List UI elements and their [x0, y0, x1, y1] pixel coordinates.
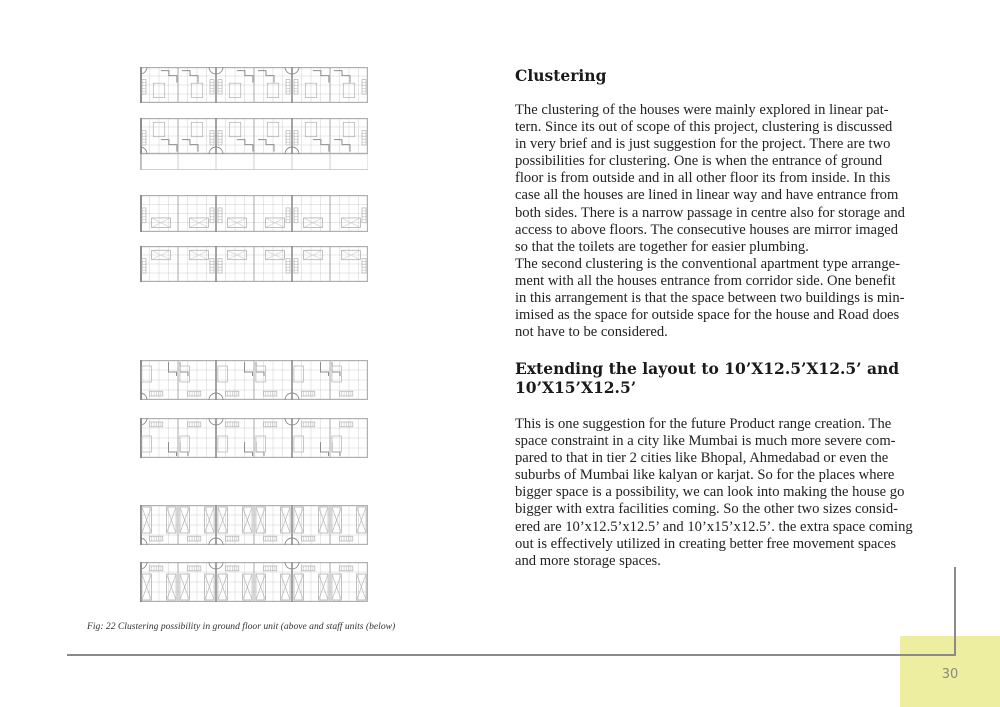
- ground-floor-cluster-plan-4: [140, 246, 368, 282]
- extending-layout-heading: [515, 359, 935, 397]
- floor-plan-drawing: [140, 246, 368, 282]
- extending-layout-heading-line1: Extending the layout to 10’X12.5’X12.5’ and: [515, 359, 900, 378]
- section1-line: in very brief and is just suggestion for the project. There are two: [515, 136, 891, 153]
- extending-layout-heading-line2: 10’X15’X12.5’: [515, 378, 637, 397]
- section1-line: so that the toilets are together for easier plumbing.: [515, 238, 809, 255]
- clustering-heading: Clustering: [515, 66, 607, 85]
- staff-unit-cluster-plan-1: [140, 360, 368, 400]
- extending-layout-section: [515, 359, 935, 570]
- floor-plan-drawing: [140, 562, 368, 602]
- footer-vertical-rule: [954, 567, 956, 656]
- section1-line: tern. Since its out of scope of this project, clustering is discussed: [515, 119, 893, 136]
- clustering-section: [515, 66, 935, 341]
- floor-plan-drawing: [140, 360, 368, 400]
- section2-line: bigger with extra facilities coming. So the other two sizes consid-: [515, 501, 898, 518]
- section1-line: access to above floors. The consecutive houses are mirror imaged: [515, 221, 899, 238]
- floor-plan-drawing: [140, 67, 368, 103]
- staff-unit-cluster-plan-2: [140, 418, 368, 458]
- section2-line: ered are 10’x12.5’x12.5’ and 10’x15’x12.5’. the extra space coming: [515, 518, 913, 535]
- section2-line: space constraint in a city like Mumbai is much more severe com-: [515, 433, 896, 450]
- floor-plan-drawing: [140, 118, 368, 170]
- section1-line: case all the houses are lined in linear way and have entrance from: [515, 187, 899, 204]
- ground-floor-cluster-plan-1: [140, 67, 368, 103]
- clustering-body-text: [515, 102, 935, 341]
- section2-line: out is effectively utilized in creating better free movement spaces: [515, 535, 897, 552]
- section2-line: This is one suggestion for the future Product range creation. The: [515, 416, 892, 432]
- section1-line: ment with all the houses entrance from corridor side. One benefit: [515, 272, 896, 289]
- section2-line: suburbs of Mumbai like kalyan or karjat. So for the places where: [515, 467, 895, 484]
- floor-plan-drawing: [140, 505, 368, 545]
- section2-line: and more storage spaces.: [515, 552, 661, 569]
- section1-line: not have to be considered.: [515, 324, 668, 341]
- footer-horizontal-rule: [67, 654, 956, 656]
- page-number: 30: [941, 667, 959, 682]
- section1-line: The second clustering is the conventional apartment type arrange-: [515, 255, 900, 272]
- section2-line: bigger space is a possibility, we can look into making the house go: [515, 484, 905, 501]
- floor-plan-drawing: [140, 195, 368, 232]
- section1-line: possibilities for clustering. One is when the entrance of ground: [515, 153, 883, 170]
- section1-line: both sides. There is a narrow passage in centre also for storage and: [515, 204, 905, 221]
- floor-plan-drawing: [140, 418, 368, 458]
- section1-line: The clustering of the houses were mainly explored in linear pat-: [515, 102, 889, 118]
- ground-floor-cluster-plan-2: [140, 118, 368, 170]
- extending-layout-body-text: [515, 416, 935, 570]
- section2-line: pared to that in tier 2 cities like Bhopal, Ahmedabad or even the: [515, 450, 889, 467]
- staff-unit-cluster-plan-4: [140, 562, 368, 602]
- ground-floor-cluster-plan-3: [140, 195, 368, 232]
- section1-line: in this arrangement is that the space between two buildings is min-: [515, 290, 905, 307]
- figure-caption: Fig: 22 Clustering possibility in ground floor unit (above and staff units (below): [87, 621, 396, 632]
- staff-unit-cluster-plan-3: [140, 505, 368, 545]
- section1-line: floor is from outside and in all other floor its from inside. In this: [515, 170, 891, 187]
- section1-line: imised as the space for outside space for the house and Road does: [515, 307, 900, 324]
